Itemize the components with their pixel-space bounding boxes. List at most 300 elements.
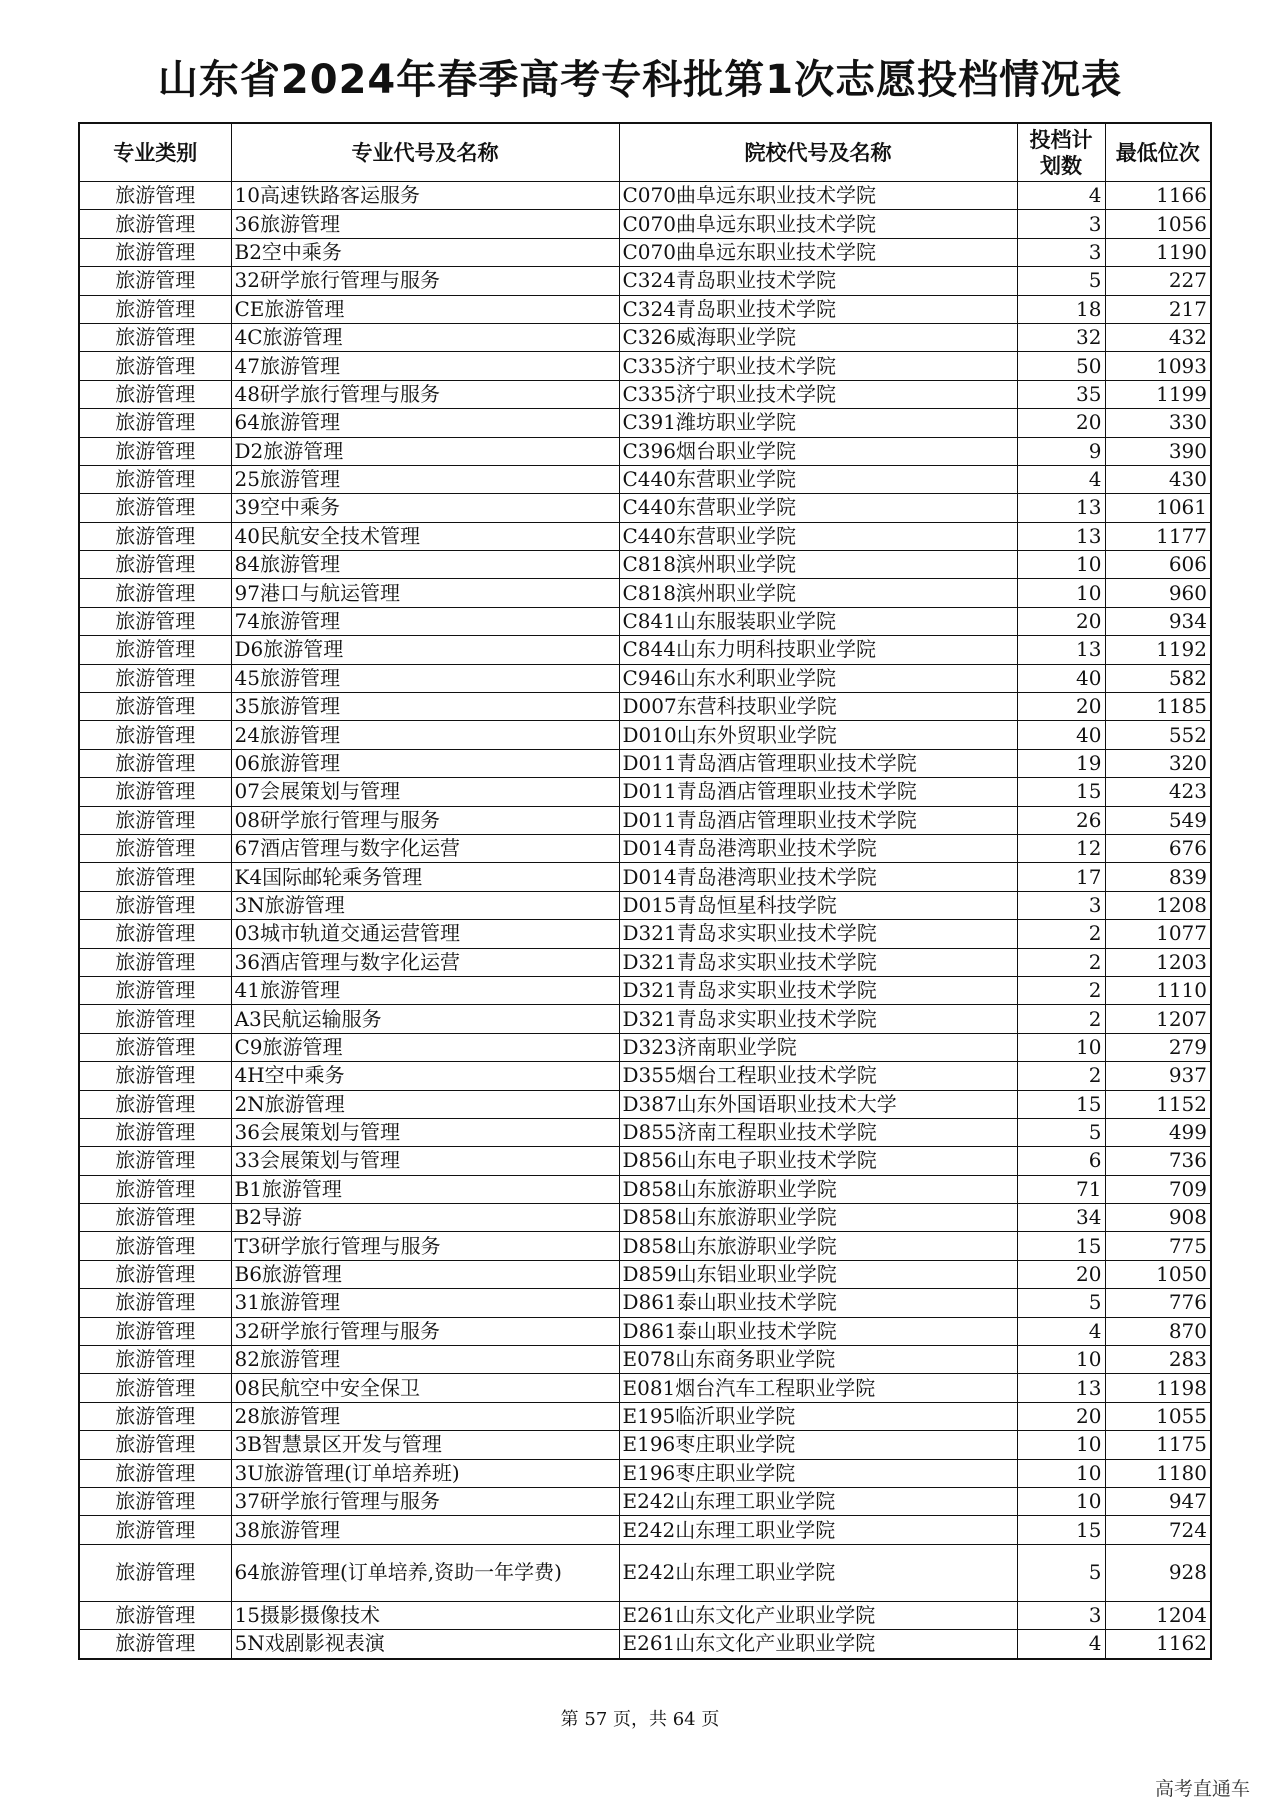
cell-plan: 3 [1017,210,1105,238]
table-row [79,1289,1211,1317]
cell-category: 旅游管理 [79,437,231,465]
table-row [79,1147,1211,1175]
cell-category: 旅游管理 [79,1062,231,1090]
cell-school: C841山东服装职业学院 [619,607,1017,635]
cell-plan: 32 [1017,323,1105,351]
table-row [79,1260,1211,1288]
cell-plan: 3 [1017,1601,1105,1629]
cell-major: B2空中乘务 [231,238,619,266]
table-row [79,1346,1211,1374]
table-row [79,693,1211,721]
cell-plan: 26 [1017,806,1105,834]
cell-category: 旅游管理 [79,182,231,210]
cell-plan: 13 [1017,1374,1105,1402]
cell-plan: 2 [1017,976,1105,1004]
cell-major: 08民航空中安全保卫 [231,1374,619,1402]
cell-rank: 1093 [1105,352,1211,380]
cell-school: C326威海职业学院 [619,323,1017,351]
table-row [79,1033,1211,1061]
table-row [79,806,1211,834]
table-row [79,749,1211,777]
table-row [79,465,1211,493]
cell-rank: 736 [1105,1147,1211,1175]
cell-school: E078山东商务职业学院 [619,1346,1017,1374]
cell-plan: 50 [1017,352,1105,380]
table-row [79,1118,1211,1146]
cell-category: 旅游管理 [79,1033,231,1061]
cell-major: 37研学旅行管理与服务 [231,1487,619,1515]
cell-rank: 430 [1105,465,1211,493]
cell-school: D321青岛求实职业技术学院 [619,920,1017,948]
cell-rank: 499 [1105,1118,1211,1146]
cell-school: D321青岛求实职业技术学院 [619,948,1017,976]
cell-school: C070曲阜远东职业技术学院 [619,238,1017,266]
cell-category: 旅游管理 [79,323,231,351]
cell-rank: 1177 [1105,522,1211,550]
table-row [79,863,1211,891]
table-row [79,1402,1211,1430]
cell-major: 03城市轨道交通运营管理 [231,920,619,948]
cell-major: B6旅游管理 [231,1260,619,1288]
cell-school: C946山东水利职业学院 [619,664,1017,692]
cell-school: C440东营职业学院 [619,465,1017,493]
cell-school: C440东营职业学院 [619,522,1017,550]
cell-rank: 1180 [1105,1459,1211,1487]
cell-category: 旅游管理 [79,409,231,437]
cell-plan: 15 [1017,778,1105,806]
cell-major: B2导游 [231,1204,619,1232]
table-body [79,182,1211,1659]
cell-rank: 1198 [1105,1374,1211,1402]
cell-rank: 330 [1105,409,1211,437]
cell-rank: 870 [1105,1317,1211,1345]
cell-school: C391潍坊职业学院 [619,409,1017,437]
cell-plan: 3 [1017,891,1105,919]
cell-plan: 13 [1017,522,1105,550]
cell-major: 2N旅游管理 [231,1090,619,1118]
header-plan: 投档计划数 [1017,123,1105,182]
cell-major: 74旅游管理 [231,607,619,635]
table-row [79,210,1211,238]
cell-rank: 1203 [1105,948,1211,976]
cell-major: D2旅游管理 [231,437,619,465]
cell-category: 旅游管理 [79,778,231,806]
cell-rank: 1166 [1105,182,1211,210]
cell-plan: 10 [1017,1346,1105,1374]
cell-major: 32研学旅行管理与服务 [231,1317,619,1345]
cell-plan: 20 [1017,693,1105,721]
table-row [79,522,1211,550]
cell-school: E196枣庄职业学院 [619,1431,1017,1459]
cell-school: D859山东铝业职业学院 [619,1260,1017,1288]
cell-major: 32研学旅行管理与服务 [231,267,619,295]
table-row [79,1005,1211,1033]
table-row [79,891,1211,919]
cell-category: 旅游管理 [79,1005,231,1033]
cell-school: C818滨州职业学院 [619,579,1017,607]
cell-plan: 15 [1017,1232,1105,1260]
cell-category: 旅游管理 [79,1147,231,1175]
cell-major: 10高速铁路客运服务 [231,182,619,210]
table-row [79,494,1211,522]
cell-school: C324青岛职业技术学院 [619,295,1017,323]
cell-rank: 1162 [1105,1630,1211,1659]
cell-school: D011青岛酒店管理职业技术学院 [619,778,1017,806]
cell-school: E195临沂职业学院 [619,1402,1017,1430]
cell-major: 38旅游管理 [231,1516,619,1544]
cell-school: D855济南工程职业技术学院 [619,1118,1017,1146]
cell-school: C324青岛职业技术学院 [619,267,1017,295]
cell-rank: 1077 [1105,920,1211,948]
cell-plan: 15 [1017,1516,1105,1544]
cell-rank: 908 [1105,1204,1211,1232]
table-row [79,607,1211,635]
cell-plan: 4 [1017,182,1105,210]
cell-plan: 10 [1017,1487,1105,1515]
cell-category: 旅游管理 [79,636,231,664]
table-row [79,1175,1211,1203]
cell-major: 48研学旅行管理与服务 [231,380,619,408]
cell-plan: 15 [1017,1090,1105,1118]
cell-plan: 17 [1017,863,1105,891]
table-row [79,409,1211,437]
cell-school: D323济南职业学院 [619,1033,1017,1061]
cell-plan: 71 [1017,1175,1105,1203]
header-rank: 最低位次 [1105,123,1211,182]
cell-rank: 552 [1105,721,1211,749]
cell-plan: 20 [1017,1260,1105,1288]
cell-school: C335济宁职业技术学院 [619,380,1017,408]
cell-school: C844山东力明科技职业学院 [619,636,1017,664]
cell-major: 82旅游管理 [231,1346,619,1374]
cell-category: 旅游管理 [79,1374,231,1402]
cell-major: 3U旅游管理(订单培养班) [231,1459,619,1487]
cell-major: 64旅游管理 [231,409,619,437]
cell-school: E196枣庄职业学院 [619,1459,1017,1487]
cell-rank: 1199 [1105,380,1211,408]
table-row [79,267,1211,295]
table-row [79,1232,1211,1260]
cell-major: 5N戏剧影视表演 [231,1630,619,1659]
cell-category: 旅游管理 [79,1204,231,1232]
cell-category: 旅游管理 [79,522,231,550]
cell-school: D011青岛酒店管理职业技术学院 [619,806,1017,834]
cell-major: 07会展策划与管理 [231,778,619,806]
cell-category: 旅游管理 [79,1289,231,1317]
cell-major: 36旅游管理 [231,210,619,238]
cell-plan: 40 [1017,664,1105,692]
cell-plan: 2 [1017,948,1105,976]
cell-plan: 10 [1017,1033,1105,1061]
cell-major: 47旅游管理 [231,352,619,380]
cell-rank: 1207 [1105,1005,1211,1033]
table-row [79,1090,1211,1118]
cell-plan: 40 [1017,721,1105,749]
cell-rank: 1110 [1105,976,1211,1004]
cell-school: C818滨州职业学院 [619,551,1017,579]
cell-rank: 947 [1105,1487,1211,1515]
table-row [79,948,1211,976]
cell-plan: 4 [1017,465,1105,493]
cell-category: 旅游管理 [79,891,231,919]
cell-rank: 606 [1105,551,1211,579]
cell-plan: 12 [1017,834,1105,862]
cell-major: 06旅游管理 [231,749,619,777]
cell-plan: 5 [1017,267,1105,295]
cell-school: D858山东旅游职业学院 [619,1175,1017,1203]
cell-plan: 5 [1017,1289,1105,1317]
table-row [79,579,1211,607]
cell-rank: 960 [1105,579,1211,607]
cell-category: 旅游管理 [79,551,231,579]
cell-school: E081烟台汽车工程职业学院 [619,1374,1017,1402]
table-row [79,834,1211,862]
table-header-row [79,123,1211,182]
cell-major: 36会展策划与管理 [231,1118,619,1146]
cell-plan: 10 [1017,1431,1105,1459]
cell-school: E261山东文化产业职业学院 [619,1630,1017,1659]
cell-category: 旅游管理 [79,693,231,721]
cell-rank: 1204 [1105,1601,1211,1629]
cell-school: D014青岛港湾职业技术学院 [619,834,1017,862]
cell-category: 旅游管理 [79,834,231,862]
cell-major: A3民航运输服务 [231,1005,619,1033]
cell-major: 24旅游管理 [231,721,619,749]
cell-category: 旅游管理 [79,1317,231,1345]
cell-school: C440东营职业学院 [619,494,1017,522]
cell-category: 旅游管理 [79,664,231,692]
cell-plan: 4 [1017,1630,1105,1659]
cell-school: D014青岛港湾职业技术学院 [619,863,1017,891]
cell-plan: 10 [1017,551,1105,579]
cell-school: D007东营科技职业学院 [619,693,1017,721]
cell-category: 旅游管理 [79,1601,231,1629]
table-row [79,352,1211,380]
cell-plan: 20 [1017,1402,1105,1430]
cell-rank: 1185 [1105,693,1211,721]
cell-category: 旅游管理 [79,948,231,976]
cell-category: 旅游管理 [79,1630,231,1659]
table-row [79,1516,1211,1544]
cell-plan: 35 [1017,380,1105,408]
cell-school: D015青岛恒星科技学院 [619,891,1017,919]
cell-plan: 18 [1017,295,1105,323]
cell-category: 旅游管理 [79,1459,231,1487]
cell-rank: 279 [1105,1033,1211,1061]
cell-plan: 5 [1017,1118,1105,1146]
table-row [79,1630,1211,1659]
cell-rank: 320 [1105,749,1211,777]
cell-rank: 1061 [1105,494,1211,522]
cell-rank: 776 [1105,1289,1211,1317]
cell-plan: 2 [1017,1005,1105,1033]
cell-category: 旅游管理 [79,749,231,777]
cell-major: 35旅游管理 [231,693,619,721]
cell-major: 67酒店管理与数字化运营 [231,834,619,862]
cell-major: 15摄影摄像技术 [231,1601,619,1629]
cell-major: 40民航安全技术管理 [231,522,619,550]
cell-rank: 937 [1105,1062,1211,1090]
table-row [79,1317,1211,1345]
cell-rank: 709 [1105,1175,1211,1203]
cell-school: E242山东理工职业学院 [619,1516,1017,1544]
cell-category: 旅游管理 [79,267,231,295]
header-school: 院校代号及名称 [619,123,1017,182]
cell-category: 旅游管理 [79,1402,231,1430]
cell-rank: 1175 [1105,1431,1211,1459]
cell-school: D010山东外贸职业学院 [619,721,1017,749]
cell-plan: 5 [1017,1544,1105,1601]
cell-rank: 423 [1105,778,1211,806]
cell-plan: 20 [1017,409,1105,437]
cell-school: E242山东理工职业学院 [619,1544,1017,1601]
cell-category: 旅游管理 [79,1260,231,1288]
cell-category: 旅游管理 [79,607,231,635]
cell-major: T3研学旅行管理与服务 [231,1232,619,1260]
table-row [79,182,1211,210]
cell-school: D856山东电子职业技术学院 [619,1147,1017,1175]
cell-rank: 775 [1105,1232,1211,1260]
cell-plan: 4 [1017,1317,1105,1345]
cell-school: E242山东理工职业学院 [619,1487,1017,1515]
cell-rank: 1190 [1105,238,1211,266]
admission-table [78,122,1212,1660]
cell-category: 旅游管理 [79,863,231,891]
cell-rank: 934 [1105,607,1211,635]
table-row [79,1487,1211,1515]
cell-plan: 13 [1017,494,1105,522]
cell-major: 45旅游管理 [231,664,619,692]
cell-school: D011青岛酒店管理职业技术学院 [619,749,1017,777]
cell-rank: 1208 [1105,891,1211,919]
table-row [79,238,1211,266]
cell-major: 3B智慧景区开发与管理 [231,1431,619,1459]
cell-rank: 390 [1105,437,1211,465]
cell-category: 旅游管理 [79,1516,231,1544]
cell-school: D861泰山职业技术学院 [619,1289,1017,1317]
cell-plan: 10 [1017,579,1105,607]
cell-school: D387山东外国语职业技术大学 [619,1090,1017,1118]
cell-school: C396烟台职业学院 [619,437,1017,465]
cell-school: C070曲阜远东职业技术学院 [619,182,1017,210]
page-footer: 第 57 页，共 64 页 [560,1709,720,1730]
cell-category: 旅游管理 [79,210,231,238]
cell-major: 28旅游管理 [231,1402,619,1430]
cell-category: 旅游管理 [79,494,231,522]
cell-rank: 724 [1105,1516,1211,1544]
header-major: 专业代号及名称 [231,123,619,182]
table-row [79,1601,1211,1629]
cell-major: 08研学旅行管理与服务 [231,806,619,834]
cell-plan: 3 [1017,238,1105,266]
cell-plan: 19 [1017,749,1105,777]
cell-category: 旅游管理 [79,1544,231,1601]
cell-school: C070曲阜远东职业技术学院 [619,210,1017,238]
cell-category: 旅游管理 [79,465,231,493]
table-row [79,437,1211,465]
cell-rank: 1050 [1105,1260,1211,1288]
table-row [79,1459,1211,1487]
cell-rank: 432 [1105,323,1211,351]
cell-major: CE旅游管理 [231,295,619,323]
table-row [79,778,1211,806]
cell-plan: 34 [1017,1204,1105,1232]
cell-major: 64旅游管理(订单培养,资助一年学费) [231,1544,619,1601]
cell-category: 旅游管理 [79,1090,231,1118]
table-row [79,1062,1211,1090]
cell-major: K4国际邮轮乘务管理 [231,863,619,891]
cell-major: 33会展策划与管理 [231,1147,619,1175]
cell-category: 旅游管理 [79,1431,231,1459]
cell-rank: 928 [1105,1544,1211,1601]
cell-major: 41旅游管理 [231,976,619,1004]
cell-category: 旅游管理 [79,806,231,834]
cell-category: 旅游管理 [79,380,231,408]
cell-plan: 9 [1017,437,1105,465]
cell-plan: 13 [1017,636,1105,664]
cell-school: D321青岛求实职业技术学院 [619,976,1017,1004]
table-row [79,664,1211,692]
table-row [79,380,1211,408]
cell-major: 84旅游管理 [231,551,619,579]
cell-school: D858山东旅游职业学院 [619,1204,1017,1232]
cell-rank: 676 [1105,834,1211,862]
table-row [79,721,1211,749]
cell-category: 旅游管理 [79,1346,231,1374]
cell-rank: 1192 [1105,636,1211,664]
table-row [79,920,1211,948]
cell-major: 25旅游管理 [231,465,619,493]
cell-school: D858山东旅游职业学院 [619,1232,1017,1260]
cell-major: 4H空中乘务 [231,1062,619,1090]
cell-category: 旅游管理 [79,1487,231,1515]
table-row [79,1204,1211,1232]
cell-major: 31旅游管理 [231,1289,619,1317]
cell-major: C9旅游管理 [231,1033,619,1061]
cell-plan: 2 [1017,1062,1105,1090]
watermark-text: 高考直通车 [1154,1778,1250,1800]
table-row [79,636,1211,664]
cell-school: D321青岛求实职业技术学院 [619,1005,1017,1033]
cell-category: 旅游管理 [79,920,231,948]
cell-major: 4C旅游管理 [231,323,619,351]
cell-category: 旅游管理 [79,1118,231,1146]
cell-plan: 2 [1017,920,1105,948]
cell-rank: 283 [1105,1346,1211,1374]
cell-plan: 20 [1017,607,1105,635]
cell-rank: 839 [1105,863,1211,891]
cell-rank: 1056 [1105,210,1211,238]
cell-school: D355烟台工程职业技术学院 [619,1062,1017,1090]
table-row [79,1544,1211,1601]
cell-category: 旅游管理 [79,238,231,266]
cell-category: 旅游管理 [79,721,231,749]
cell-rank: 217 [1105,295,1211,323]
cell-major: 36酒店管理与数字化运营 [231,948,619,976]
table-row [79,323,1211,351]
cell-plan: 6 [1017,1147,1105,1175]
cell-rank: 1055 [1105,1402,1211,1430]
table-row [79,295,1211,323]
cell-school: C335济宁职业技术学院 [619,352,1017,380]
cell-category: 旅游管理 [79,295,231,323]
cell-rank: 582 [1105,664,1211,692]
table-row [79,976,1211,1004]
table-row [79,1374,1211,1402]
cell-rank: 227 [1105,267,1211,295]
cell-category: 旅游管理 [79,579,231,607]
cell-rank: 1152 [1105,1090,1211,1118]
